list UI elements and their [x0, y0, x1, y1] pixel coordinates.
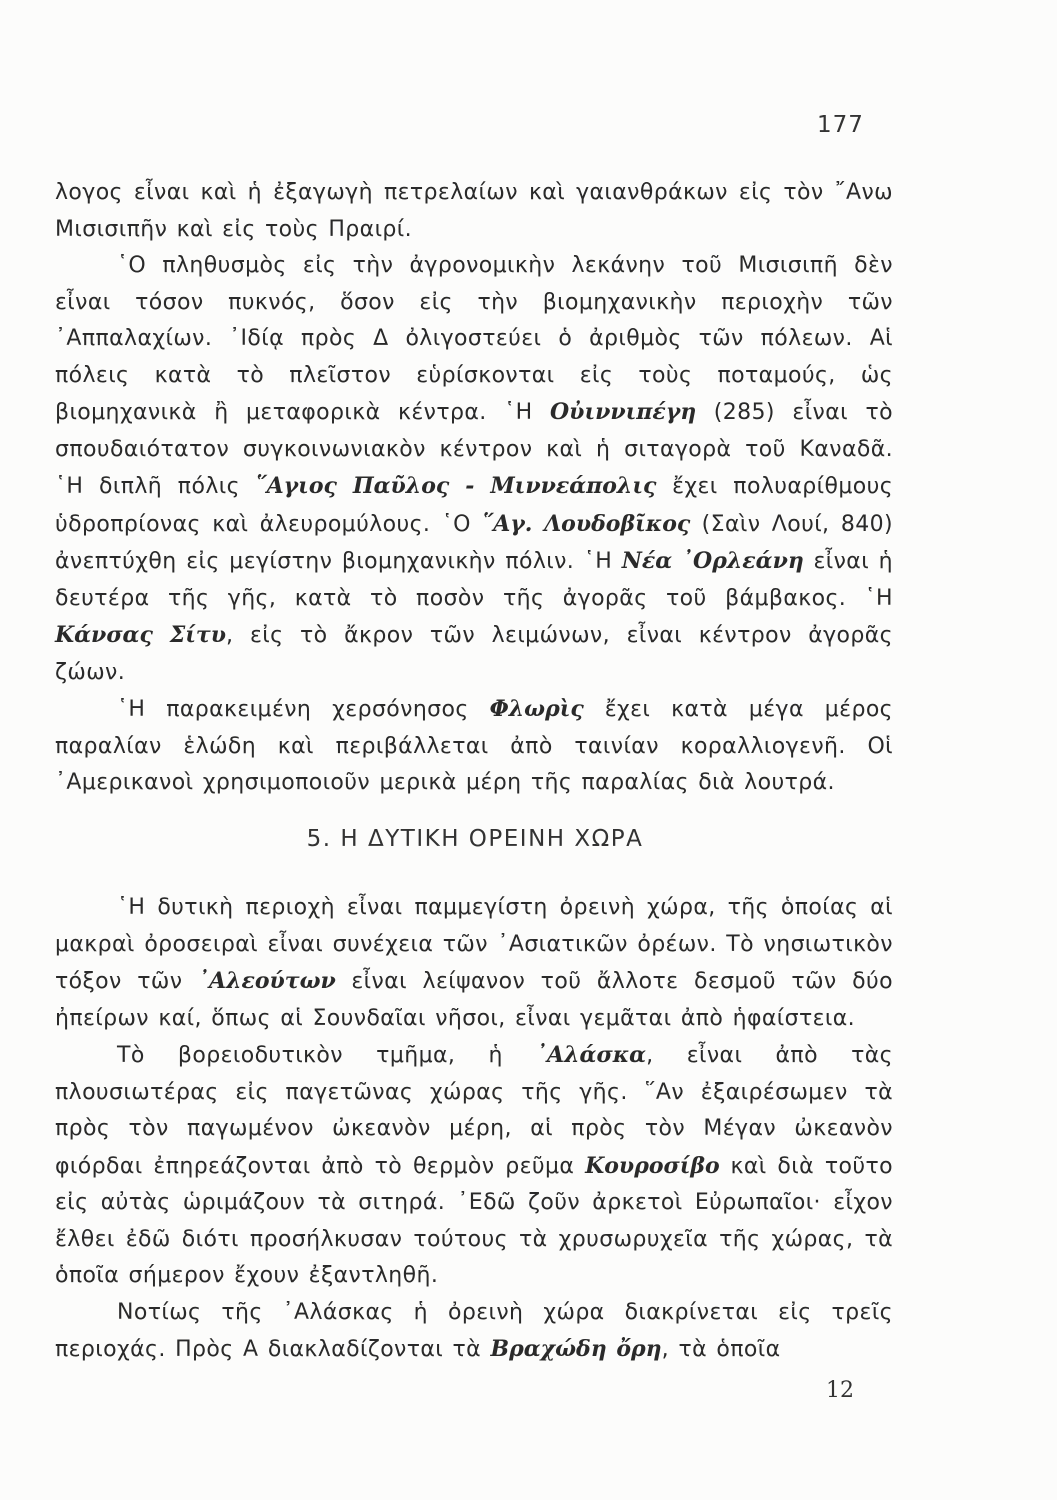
city-name: Κάνσας Σίτυ	[55, 622, 226, 648]
text-section-2	[55, 890, 893, 1369]
paragraph: ῾Ο πληθυσμὸς εἰς τὴν ἀγρονομικὴν λεκάνην τοῦ Μισισιπῆ δὲν εἶναι τόσον πυκνός, ὅσον εἰς τὴν βιομηχανικὴν περιοχὴν τῶν ᾿Αππαλαχίων. ᾿Ιδίᾳ πρὸς Δ ὀλιγοστεύει ὁ ἀριθμὸς τῶν πόλεων. Αἱ πόλεις κατὰ τὸ πλεῖστον εὑρίσκονται εἰς τοὺς ποταμούς, ὡς βιομηχανικὰ ἢ μεταφορικὰ κέντρα. ῾Η Οὐιννιπέγη (285) εἶναι τὸ σπουδαιότατον συγκοινωνιακὸν κέντρον καὶ ἡ σιταγορὰ τοῦ Καναδᾶ. ῾Η διπλῆ πόλις ῞Αγιος Παῦλος - Μιννεάπολις ἔχει πολυαρίθμους ὑδροπρίονας καὶ ἀλευρομύλους. ῾Ο ῞Αγ. Λουδοβῖκος (Σαὶν Λουί, 840) ἀνεπτύχθη εἰς μεγίστην βιομηχανικὴν πόλιν. ῾Η Νέα ᾿Ορλεάνη εἶναι ἡ δευτέρα τῆς γῆς, κατὰ τὸ ποσὸν τῆς ἀγορᾶς τοῦ βάμβακος. ῾Η Κάνσας Σίτυ, εἰς τὸ ἄκρον τῶν λειμώνων, εἶναι κέντρον ἀγορᾶς ζώων.	[55, 253, 894, 685]
place-name: ᾿Αλάσκα	[536, 1042, 647, 1068]
paragraph: λογος εἶναι καὶ ἡ ἐξαγωγὴ πετρελαίων καὶ γαιανθράκων εἰς τὸν ῎Ανω Μισισιπῆν καὶ εἰς τοὺς Πραιρί.	[55, 180, 893, 242]
place-name: ᾿Αλεούτων	[198, 968, 336, 994]
paragraph: Νοτίως τῆς ᾿Αλάσκας ἡ ὀρεινὴ χώρα διακρίνεται εἰς τρεῖς περιοχάς. Πρὸς Α διακλαδίζονται τὰ Βραχώδη ὄρη, τὰ ὁποῖα	[55, 1299, 893, 1362]
paragraph: Τὸ βορειοδυτικὸν τμῆμα, ἡ ᾿Αλάσκα, εἶναι ἀπὸ τὰς πλουσιωτέρας εἰς παγετῶνας χώρας τῆς γῆς. ῞Αν ἐξαιρέσωμεν τὰ πρὸς τὸν παγωμένον ὠκεανὸν μέρη, αἱ πρὸς τὸν Μέγαν ὠκεανὸν φιόρδαι ἐπηρεάζονται ἀπὸ τὸ θερμὸν ρεῦμα Κουροσίβο καὶ διὰ τοῦτο εἰς αὐτὰς ὡριμάζουν τὰ σιτηρά. ᾿Εδῶ ζοῦν ἀρκετοὶ Εὐρωπαῖοι· εἶχον ἔλθει ἐδῶ διότι προσήλκυσαν τούτους τὰ χρυσωρυχεῖα τῆς χώρας, τὰ ὁποῖα σήμερον ἔχουν ἐξαντληθῆ.	[55, 1042, 893, 1288]
paragraph: ῾Η παρακειμένη χερσόνησος Φλωρὶς ἔχει κατὰ μέγα μέρος παραλίαν ἑλώδη καὶ περιβάλλεται ἀπὸ ταινίαν κοραλλιογενῆ. Οἱ ᾿Αμερικανοὶ χρησιμοποιοῦν μερικὰ μέρη τῆς παραλίας διὰ λουτρά.	[55, 696, 893, 795]
page-number: 177	[817, 112, 864, 138]
city-name: ῞Αγιος Παῦλος - Μιννεάπολις	[255, 473, 657, 499]
city-name: Νέα ᾿Ορλεάνη	[621, 548, 804, 574]
place-name: Φλωρὶς	[489, 696, 584, 722]
place-name: Βραχώδη ὄρη	[490, 1336, 662, 1362]
paragraph: ῾Η δυτικὴ περιοχὴ εἶναι παμμεγίστη ὀρεινὴ χώρα, τῆς ὁποίας αἱ μακραὶ ὀροσειραὶ εἶναι συνέχεια τῶν ᾿Ασιατικῶν ὀρέων. Τὸ νησιωτικὸν τόξον τῶν ᾿Αλεούτων εἶναι λείψανον τοῦ ἄλλοτε δεσμοῦ τῶν δύο ἠπείρων καί, ὅπως αἱ Σουνδαῖαι νῆσοι, εἶναι γεμᾶται ἀπὸ ἡφαίστεια.	[55, 895, 893, 1031]
place-name: Κουροσίβο	[585, 1152, 720, 1179]
text-section-1	[55, 175, 893, 802]
city-name: Οὐιννιπέγη	[550, 399, 697, 425]
signature-mark: 12	[826, 1378, 854, 1403]
city-name: ῞Αγ. Λουδοβῖκος	[482, 510, 691, 537]
section-heading: 5. Η ΔΥΤΙΚΗ ΟΡΕΙΝΗ ΧΩΡΑ	[306, 826, 644, 852]
